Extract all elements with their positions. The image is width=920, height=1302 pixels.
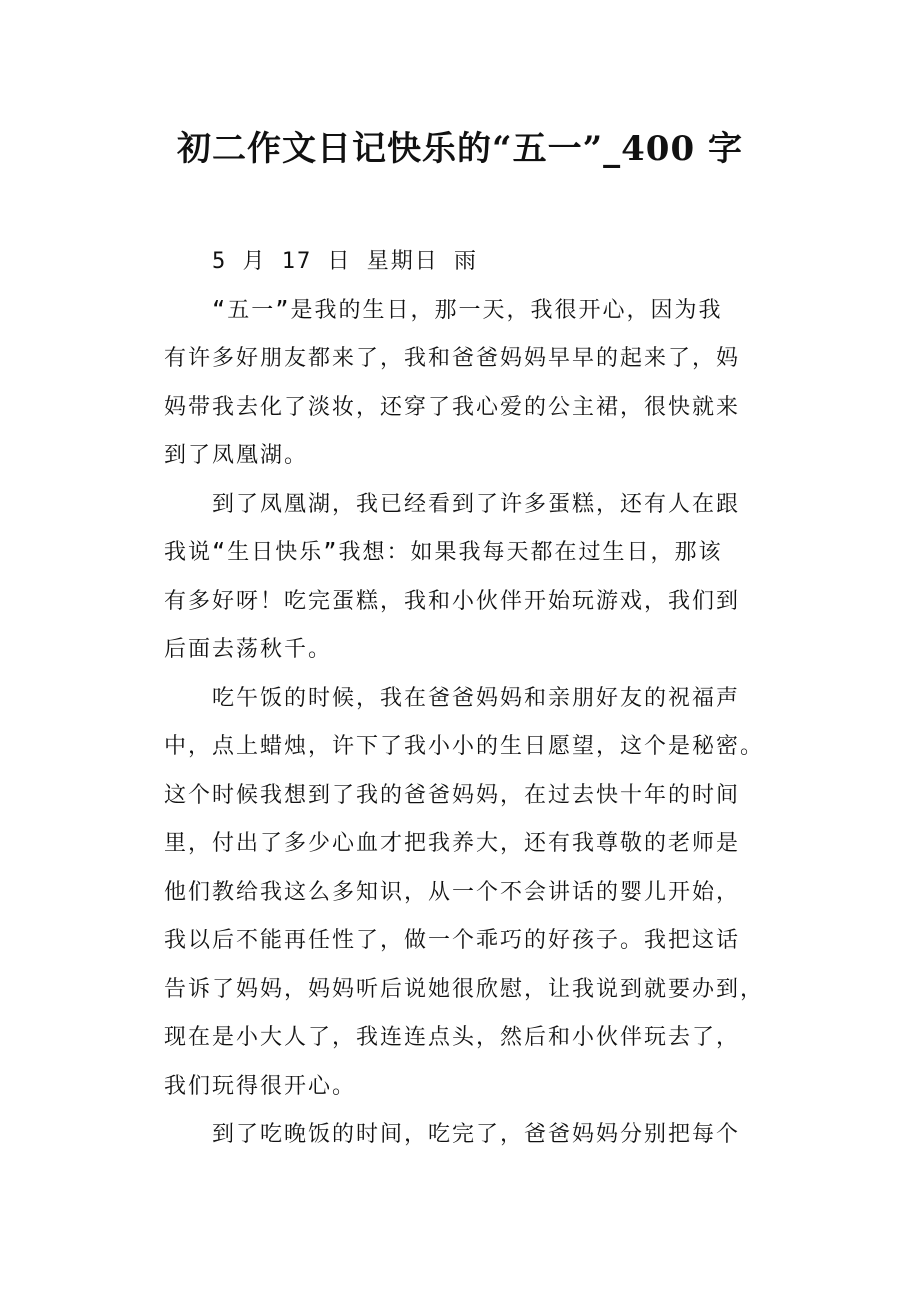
- paragraph-1-line-3: 妈带我去化了淡妆，还穿了我心爱的公主裙，很快就来: [164, 394, 741, 420]
- paragraph-2-line-3: 有多好呀！吃完蛋糕，我和小伙伴开始玩游戏，我们到: [164, 588, 741, 614]
- paragraph-3-line-4: 里，付出了多少心血才把我养大，还有我尊敬的老师是: [164, 831, 741, 856]
- paragraph-4-line-1: 到了吃晚饭的时间，吃完了，爸爸妈妈分别把每个: [212, 1122, 741, 1147]
- date-line: 5 月 17 日 星期日 雨: [212, 249, 478, 274]
- paragraph-1-line-2: 有许多好朋友都来了，我和爸爸妈妈早早的起来了，妈: [164, 346, 741, 371]
- paragraph-1-line-1: “五一”是我的生日，那一天，我很开心，因为我: [212, 297, 723, 323]
- paragraph-2-line-2: 我说“生日快乐”我想：如果我每天都在过生日，那该: [164, 540, 723, 565]
- paragraph-3-line-2: 中，点上蜡烛，许下了我小小的生日愿望，这个是秘密。: [164, 734, 765, 759]
- paragraph-3-line-3: 这个时候我想到了我的爸爸妈妈，在过去快十年的时间: [164, 782, 741, 808]
- paragraph-2-line-4: 后面去荡秋千。: [164, 637, 333, 662]
- paragraph-1-line-4: 到了凤凰湖。: [164, 443, 309, 468]
- paragraph-3-line-1: 吃午饭的时候，我在爸爸妈妈和亲朋好友的祝福声: [212, 685, 741, 711]
- paragraph-3-line-5: 他们教给我这么多知识，从一个不会讲话的婴儿开始，: [164, 879, 741, 905]
- paragraph-3-line-7: 告诉了妈妈，妈妈听后说她很欣慰，让我说到就要办到，: [164, 976, 765, 1002]
- document-body: [164, 238, 764, 1160]
- paragraph-2-line-1: 到了凤凰湖，我已经看到了许多蛋糕，还有人在跟: [212, 491, 741, 517]
- paragraph-3-line-6: 我以后不能再任性了，做一个乖巧的好孩子。我把这话: [164, 928, 741, 953]
- paragraph-3-line-9: 我们玩得很开心。: [164, 1073, 357, 1099]
- paragraph-3-line-8: 现在是小大人了，我连连点头，然后和小伙伴玩去了，: [164, 1025, 741, 1050]
- document-title: 初二作文日记快乐的“五一”_400 字: [177, 129, 743, 169]
